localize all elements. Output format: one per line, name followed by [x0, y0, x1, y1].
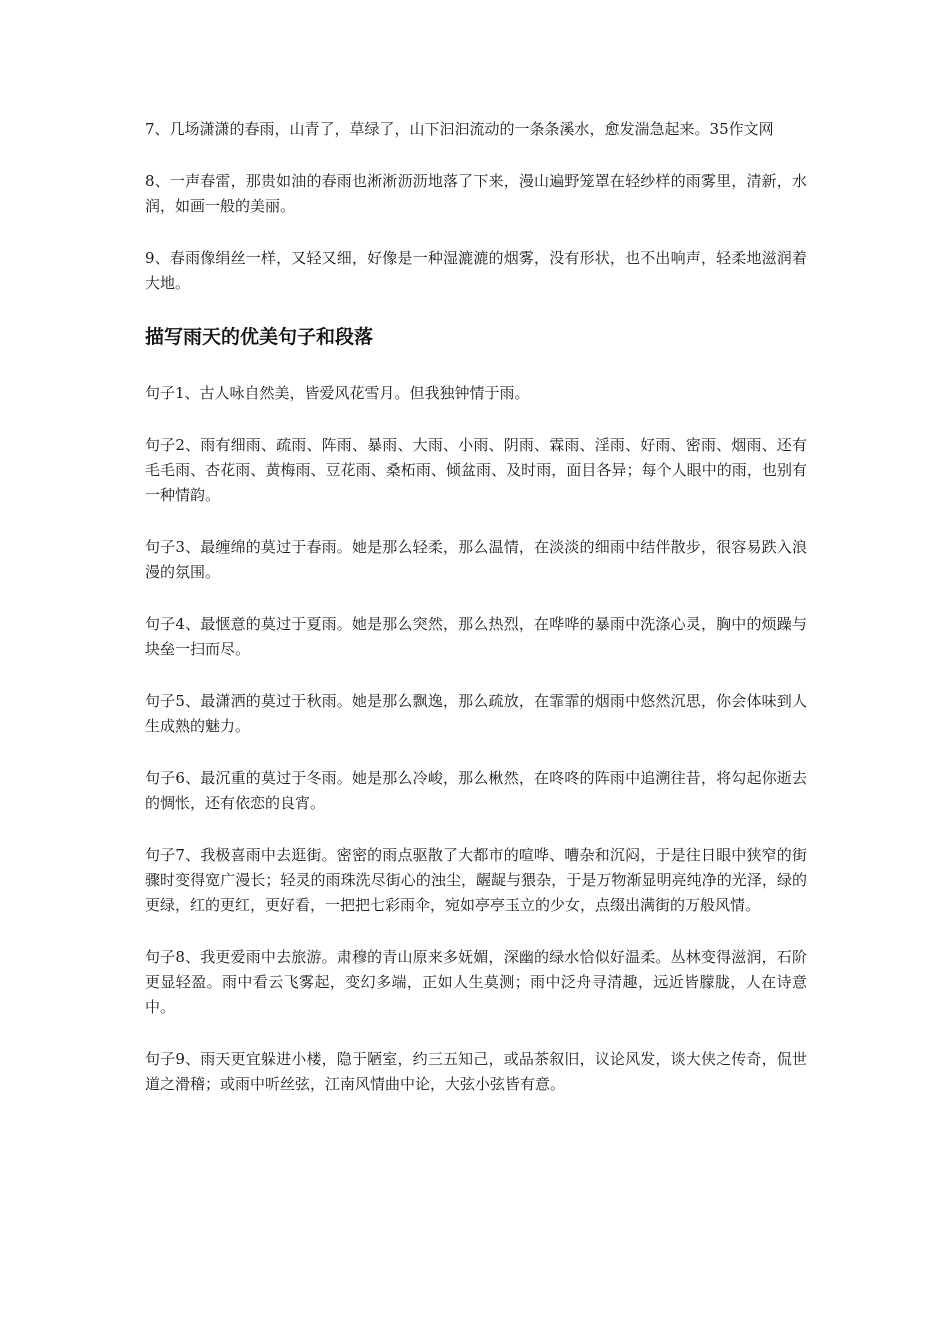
sentence-8: 句子8、我更爱雨中去旅游。肃穆的青山原来多妩媚，深幽的绿水恰似好温柔。丛林变得滋润，石阶更显轻盈。雨中看云飞雾起，变幻多端，正如人生莫测；雨中泛舟寻清趣，远近皆朦胧，人在诗意中。: [145, 948, 807, 1016]
sentence-5: 句子5、最潇洒的莫过于秋雨。她是那么飘逸，那么疏放，在霏霏的烟雨中悠然沉思，你会体味到人生成熟的魅力。: [145, 692, 807, 735]
sentence-4: 句子4、最惬意的莫过于夏雨。她是那么突然，那么热烈，在哗哗的暴雨中洗涤心灵，胸中的烦躁与块垒一扫而尽。: [145, 615, 807, 658]
section-title: 描写雨天的优美句子和段落: [145, 326, 374, 348]
paragraph-9: 9、春雨像绢丝一样，又轻又细，好像是一种湿漉漉的烟雾，没有形状，也不出响声，轻柔地滋润着大地。: [145, 249, 807, 292]
paragraph-7: 7、几场潇潇的春雨，山青了，草绿了，山下汩汩流动的一条条溪水，愈发湍急起来。35作文网: [145, 120, 774, 138]
sentence-7: 句子7、我极喜雨中去逛街。密密的雨点驱散了大都市的喧哗、嘈杂和沉闷，于是往日眼中狭窄的街骤时变得宽广漫长；轻灵的雨珠洗尽街心的浊尘，龌龊与猥杂，于是万物渐显明亮纯净的光泽，绿的更绿，红的更红，更好看，一把把七彩雨伞，宛如亭亭玉立的少女，点缀出满街的万般风情。: [145, 846, 807, 914]
sentence-3: 句子3、最缠绵的莫过于春雨。她是那么轻柔，那么温情，在淡淡的细雨中结伴散步，很容易跌入浪漫的氛围。: [145, 538, 807, 581]
document-body: [145, 117, 807, 1097]
sentence-2: 句子2、雨有细雨、疏雨、阵雨、暴雨、大雨、小雨、阴雨、霖雨、淫雨、好雨、密雨、烟雨、还有毛毛雨、杏花雨、黄梅雨、豆花雨、桑柘雨、倾盆雨、及时雨，面目各异；每个人眼中的雨，也别有一种情韵。: [145, 436, 807, 504]
sentence-1: 句子1、古人咏自然美，皆爱风花雪月。但我独钟情于雨。: [145, 384, 530, 402]
paragraph-8: 8、一声春雷，那贵如油的春雨也淅淅沥沥地落了下来，漫山遍野笼罩在轻纱样的雨雾里，清新，水润，如画一般的美丽。: [145, 172, 807, 215]
sentence-6: 句子6、最沉重的莫过于冬雨。她是那么冷峻，那么楸然，在咚咚的阵雨中追溯往昔，将勾起你逝去的惆怅，还有依恋的良宵。: [145, 769, 807, 812]
sentence-9: 句子9、雨天更宜躲进小楼，隐于陋室，约三五知己，或品茶叙旧，议论风发，谈大侠之传奇，侃世道之滑稽；或雨中听丝弦，江南风情曲中论，大弦小弦皆有意。: [145, 1050, 807, 1093]
